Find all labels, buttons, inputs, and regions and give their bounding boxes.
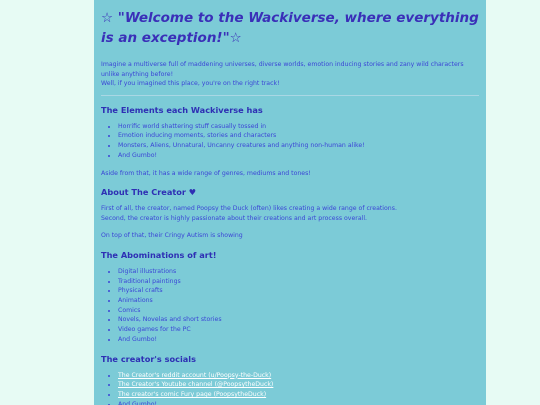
list-item: • Video games for the PC (118, 325, 479, 335)
list-item: • Horrific world shattering stuff casually tossed in (118, 122, 479, 132)
abominations-heading: The Abominations of art! (101, 249, 217, 260)
creator-line-3: On top of that, their Cringy Autism is showing (101, 232, 243, 240)
list-item: • And Gumbo! (118, 335, 479, 345)
intro-line-1: Imagine a multiverse full of maddening universes, diverse worlds, emotion inducing stories and zany wild characters unlike anything before! (101, 61, 464, 78)
elements-aside: Aside from that, it has a wide range of genres, mediums and tones! (101, 169, 311, 177)
socials-list (101, 371, 479, 405)
creator-heading: About The Creator ♥ (101, 187, 197, 198)
list-item: • Comics (118, 306, 479, 316)
list-item (118, 371, 479, 381)
creator-line-2: Second, the creator is highly passionate about their creations and art process overall. (101, 214, 368, 222)
page-title: ☆ "Welcome to the Wackiverse, where everything is an exception!"☆ (101, 10, 479, 46)
intro-line-2: Well, if you imagined this place, you're on the right track! (101, 80, 280, 88)
divider (101, 95, 479, 96)
intro-block (101, 60, 479, 89)
comic-fury-link[interactable]: The creator's comic Fury page (PoopsytheDuck) (118, 391, 267, 398)
list-item: • Emotion inducing moments, stories and characters (118, 131, 479, 141)
list-item: • And Gumbo! (118, 151, 479, 161)
list-item (118, 380, 479, 390)
socials-heading: The creator's socials (101, 353, 196, 364)
list-item: • Physical crafts (118, 286, 479, 296)
elements-heading: The Elements each Wackiverse has (101, 104, 263, 115)
content-panel (94, 0, 486, 405)
list-item: • Animations (118, 296, 479, 306)
list-item: • Monsters, Aliens, Unnatural, Uncanny creatures and anything non-human alike! (118, 141, 479, 151)
elements-list (101, 122, 479, 161)
reddit-link[interactable]: The Creator's reddit account (u/Poopsy-the-Duck) (118, 371, 272, 379)
list-item: • And Gumbo! (118, 400, 479, 405)
list-item: • Digital illustrations (118, 267, 479, 277)
content-inner (94, 0, 486, 405)
list-item (118, 390, 479, 400)
youtube-link[interactable]: The Creator's Youtube channel (@PoopsytheDuck) (118, 381, 274, 389)
list-item: • Novels, Novelas and short stories (118, 315, 479, 325)
list-item: • Traditional paintings (118, 277, 479, 287)
abominations-list (101, 267, 479, 345)
creator-line-1: First of all, the creator, named Poopsy the Duck (often) likes creating a wide range of creations. (101, 205, 397, 213)
